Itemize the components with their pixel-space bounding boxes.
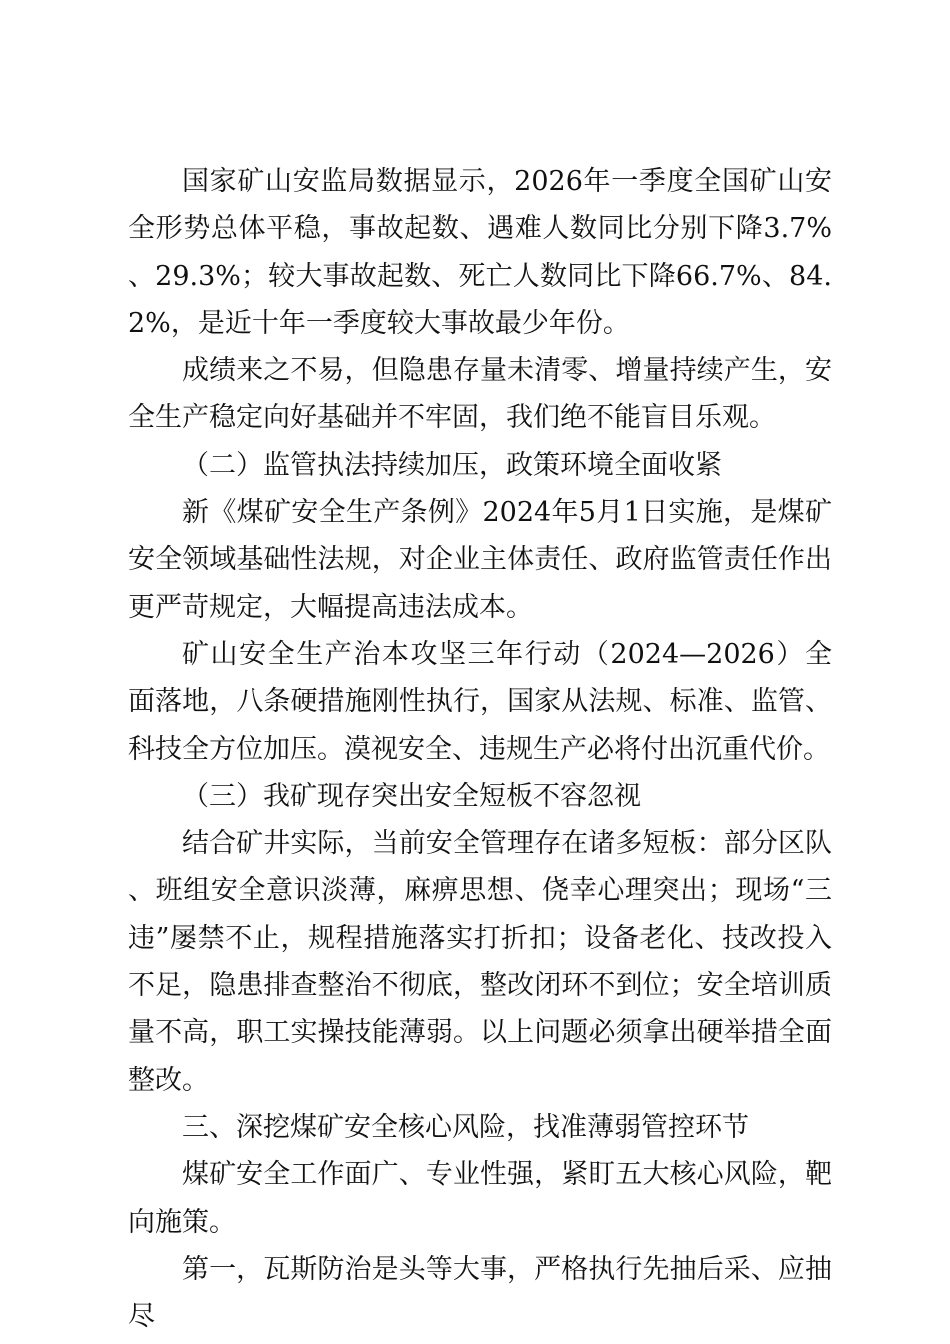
paragraph-shortcomings: 结合矿井实际，当前安全管理存在诸多短板：部分区队、班组安全意识淡薄，麻痹思想、侥幸心理突出；现场“三违”屡禁不止，规程措施落实打折扣；设备老化、技改投入不足，隐患排查整治不彻底，整改闭环不到位；安全培训质量不高，职工实操技能薄弱。以上问题必须拿出硬举措全面整改。 — [128, 828, 832, 1096]
paragraph-regulation: 新《煤矿安全生产条例》2024年5月1日实施，是煤矿安全领域基础性法规，对企业主体责任、政府监管责任作出更严苛规定，大幅提高违法成本。 — [128, 497, 832, 623]
paragraph-three-year-action: 矿山安全生产治本攻坚三年行动（2024—2026）全面落地，八条硬措施刚性执行，国家从法规、标准、监管、科技全方位加压。漠视安全、违规生产必将付出沉重代价。 — [128, 638, 832, 765]
paragraph-statistics: 国家矿山安监局数据显示，2026年一季度全国矿山安全形势总体平稳，事故起数、遇难人数同比分别下降3.7%、29.3%；较大事故起数、死亡人数同比下降66.7%、84.2%，是近十年一季度较大事故最少年份。 — [128, 166, 832, 339]
section-heading-2: （二）监管执法持续加压，政策环境全面收紧 — [182, 449, 722, 481]
paragraph-achievement: 成绩来之不易，但隐患存量未清零、增量持续产生，安全生产稳定向好基础并不牢固，我们绝不能盲目乐观。 — [128, 355, 832, 434]
document-body — [128, 158, 832, 1340]
section-heading-3: （三）我矿现存突出安全短板不容忽视 — [182, 780, 641, 812]
paragraph-core-risks: 煤矿安全工作面广、专业性强，紧盯五大核心风险，靶向施策。 — [128, 1159, 832, 1238]
chapter-heading-3: 三、深挖煤矿安全核心风险，找准薄弱管控环节 — [182, 1111, 749, 1143]
paragraph-gas-control: 第一，瓦斯防治是头等大事，严格执行先抽后采、应抽尽 — [128, 1253, 832, 1333]
